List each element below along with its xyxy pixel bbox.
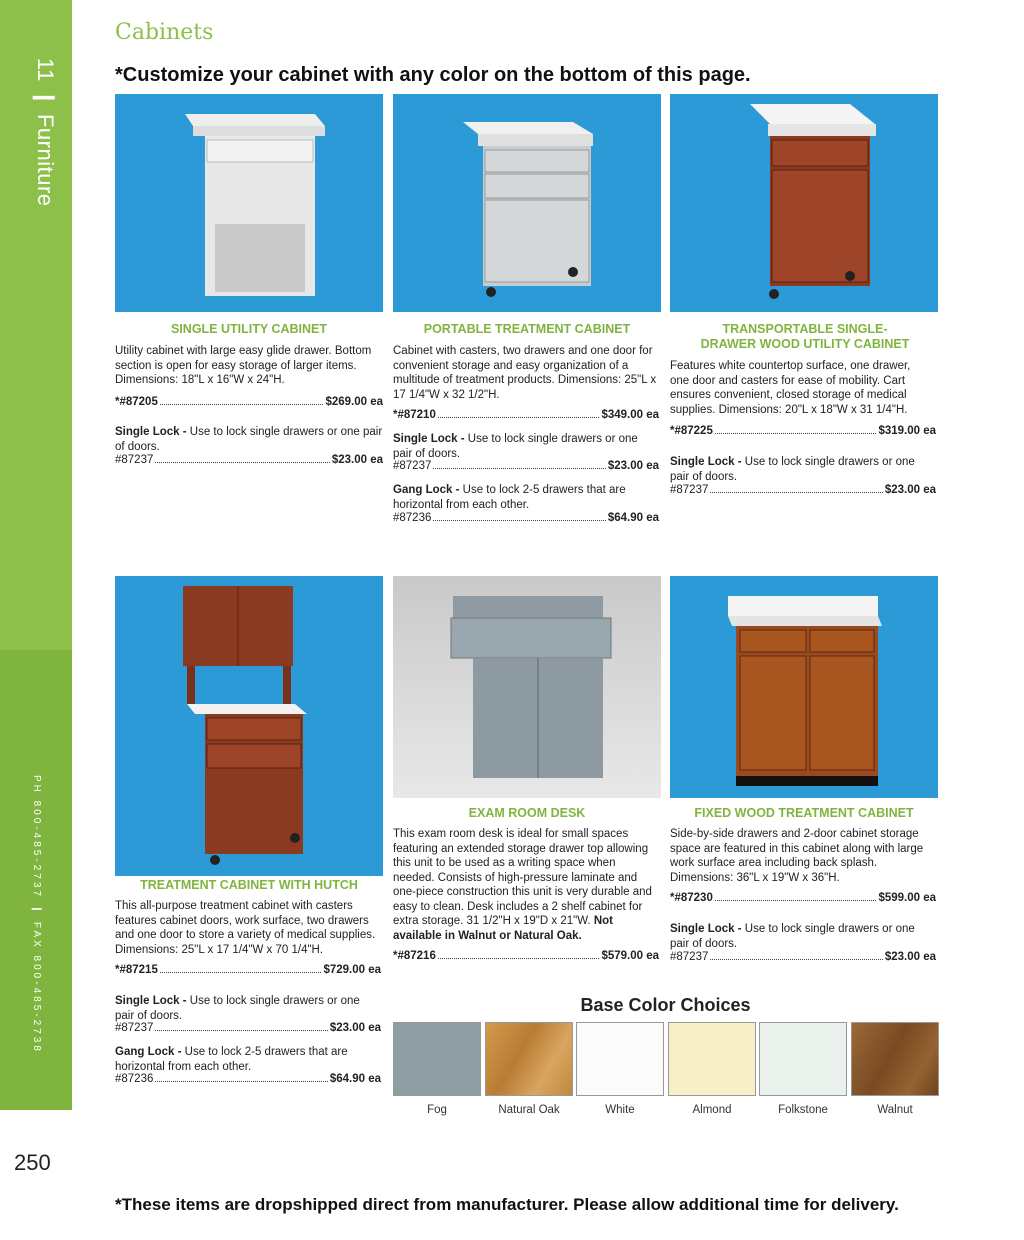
product-description: Features white countertop surface, one drawer, one door and casters for ease of mobility. Cart ensures convenient, closed storage of medical supplies. Dimensions: 20"L x 18"W x 31 1/4"H.: [670, 360, 911, 416]
price-row: [115, 396, 383, 408]
page-number: 250: [14, 1150, 51, 1175]
product-description: Utility cabinet with large easy glide drawer. Bottom section is open for easy storage of larger items. Dimensions: 18"L x 16"W x 24"H.: [115, 345, 372, 386]
sku: *#87216: [393, 950, 436, 962]
photo-treatment-cabinet-hutch: [115, 576, 383, 876]
sku: *#87215: [115, 964, 158, 976]
price-row: [670, 892, 936, 904]
product-description: [393, 827, 659, 943]
availability-note: Not available in Walnut or Natural Oak.: [393, 915, 613, 942]
lock-name: Single Lock -: [670, 456, 745, 468]
price-row: [670, 425, 936, 437]
lock-option: [393, 483, 659, 512]
product-title: TREATMENT CABINET WITH HUTCH: [140, 878, 358, 892]
color-choices-title: Base Color Choices: [580, 995, 751, 1015]
price-row: [393, 950, 659, 962]
lock-description: Use to lock 2-5 drawers that are horizontal from each other.: [393, 484, 626, 511]
lock-name: Single Lock -: [393, 433, 468, 445]
sku: #87236: [115, 1073, 154, 1085]
photo-single-utility-cabinet: [115, 94, 383, 312]
desk-illustration: [393, 576, 661, 798]
color-swatch-white[interactable]: [576, 1022, 664, 1096]
lock-description: Use to lock 2-5 drawers that are horizontal from each other.: [115, 1046, 348, 1073]
cabinet-illustration: [670, 576, 938, 798]
price-row: [115, 454, 383, 466]
lock-name: Single Lock -: [670, 923, 745, 935]
lock-description: Use to lock single drawers or one pair of doors.: [115, 995, 360, 1022]
lock-option: [670, 922, 936, 951]
lock-option: [115, 1045, 381, 1074]
photo-fixed-wood-cabinet: [670, 576, 938, 798]
photo-exam-room-desk: [393, 576, 661, 798]
price-row: [393, 512, 659, 524]
price-row: [115, 1073, 381, 1085]
product-title: TRANSPORTABLE SINGLE-DRAWER WOOD UTILITY CABINET: [700, 322, 910, 351]
product-description: Side-by-side drawers and 2-door cabinet storage space are featured in this cabinet along with large work surface area including back splash. Dimensions: 36"L x 19"W x 36"H.: [670, 828, 924, 884]
lock-description: Use to lock single drawers or one pair of doors.: [670, 456, 915, 483]
price-row: [115, 964, 381, 976]
price: $579.00 ea: [601, 950, 659, 962]
price: $599.00 ea: [878, 892, 936, 904]
photo-portable-treatment-cabinet: [393, 94, 661, 312]
price-row: [393, 460, 659, 472]
lock-name: Gang Lock -: [393, 484, 463, 496]
sku: *#87230: [670, 892, 713, 904]
price: $23.00 ea: [329, 1022, 381, 1034]
product-title: FIXED WOOD TREATMENT CABINET: [694, 806, 914, 820]
sku: *#87210: [393, 409, 436, 421]
cabinet-illustration: [393, 94, 661, 312]
swatch-label: Walnut: [877, 1104, 913, 1116]
description-text: This exam room desk is ideal for small spaces featuring an extended storage drawer top allowing this unit to be used as a writing space when needed. Consists of high-pressure laminate and one-piece construction this unit is very durable and easy to clean. Desk includes a 2 shelf cabinet for extra storage. 31 1/2"H x 19"D x 21"W.: [393, 828, 652, 927]
lock-name: Single Lock -: [115, 426, 190, 438]
swatch-label: White: [605, 1104, 635, 1116]
swatch-label: Natural Oak: [498, 1104, 560, 1116]
lock-description: Use to lock single drawers or one pair of doors.: [393, 433, 638, 460]
sku: #87237: [670, 484, 709, 496]
photo-transportable-wood-cabinet: [670, 94, 938, 312]
lock-option: [670, 455, 936, 484]
cabinet-illustration: [670, 94, 938, 312]
color-swatch-walnut[interactable]: [851, 1022, 939, 1096]
price: $23.00 ea: [884, 484, 936, 496]
price: $349.00 ea: [601, 409, 659, 421]
product-title: EXAM ROOM DESK: [468, 806, 586, 820]
section-label: [14, 58, 58, 228]
product-title: PORTABLE TREATMENT CABINET: [423, 322, 631, 336]
lock-option: [115, 425, 383, 454]
color-swatch-fog[interactable]: [393, 1022, 481, 1096]
swatch-label: Fog: [427, 1104, 447, 1116]
price: $64.90 ea: [607, 512, 659, 524]
sku: #87237: [115, 454, 154, 466]
product-description: This all-purpose treatment cabinet with casters features cabinet doors, work surface, two drawers and one door to store a variety of medical supplies. Dimensions: 25"L x 17 1/4"W x 70 1/4"H.: [115, 900, 376, 956]
swatch-label: Folkstone: [778, 1104, 828, 1116]
price: $319.00 ea: [878, 425, 936, 437]
price: $64.90 ea: [329, 1073, 381, 1085]
contact-info: [24, 775, 44, 1054]
color-swatch-folkstone[interactable]: [759, 1022, 847, 1096]
price: $269.00 ea: [325, 396, 383, 408]
sku: #87237: [115, 1022, 154, 1034]
price-row: [670, 484, 936, 496]
color-swatch-natural-oak[interactable]: [485, 1022, 573, 1096]
product-description: Cabinet with casters, two drawers and one door for convenient storage and easy organization of a multitude of treatment products. Dimensions: 25"L x 17 1/4"W x 32 1/2"H.: [393, 345, 657, 401]
lock-name: Single Lock -: [115, 995, 190, 1007]
price: $729.00 ea: [323, 964, 381, 976]
lock-description: Use to lock single drawers or one pair of doors.: [115, 426, 383, 453]
sku: #87237: [393, 460, 432, 472]
price-row: [393, 409, 659, 421]
section-label-text: 11 ❙ Furniture: [33, 58, 58, 207]
lock-name: Gang Lock -: [115, 1046, 185, 1058]
lock-option: [115, 994, 381, 1023]
color-swatch-almond[interactable]: [668, 1022, 756, 1096]
cabinet-illustration: [115, 94, 383, 312]
page-title: Cabinets: [115, 20, 214, 45]
lock-option: [393, 432, 659, 461]
cabinet-illustration: [115, 576, 383, 876]
sku: #87236: [393, 512, 432, 524]
price-row: [115, 1022, 381, 1034]
price-row: [670, 951, 936, 963]
price: $23.00 ea: [607, 460, 659, 472]
sku: *#87225: [670, 425, 713, 437]
product-title: SINGLE UTILITY CABINET: [170, 322, 328, 336]
dropship-note: *These items are dropshipped direct from manufacturer. Please allow additional time for delivery.: [115, 1195, 899, 1214]
price: $23.00 ea: [884, 951, 936, 963]
swatch-label: Almond: [692, 1104, 732, 1116]
customize-note: *Customize your cabinet with any color on the bottom of this page.: [115, 64, 751, 86]
lock-description: Use to lock single drawers or one pair of doors.: [670, 923, 915, 950]
sku: #87237: [670, 951, 709, 963]
sku: *#87205: [115, 396, 158, 408]
contact-info-text: PH 800-485-2737 ❙ FAX 800-485-2738: [31, 775, 42, 1054]
price: $23.00 ea: [331, 454, 383, 466]
